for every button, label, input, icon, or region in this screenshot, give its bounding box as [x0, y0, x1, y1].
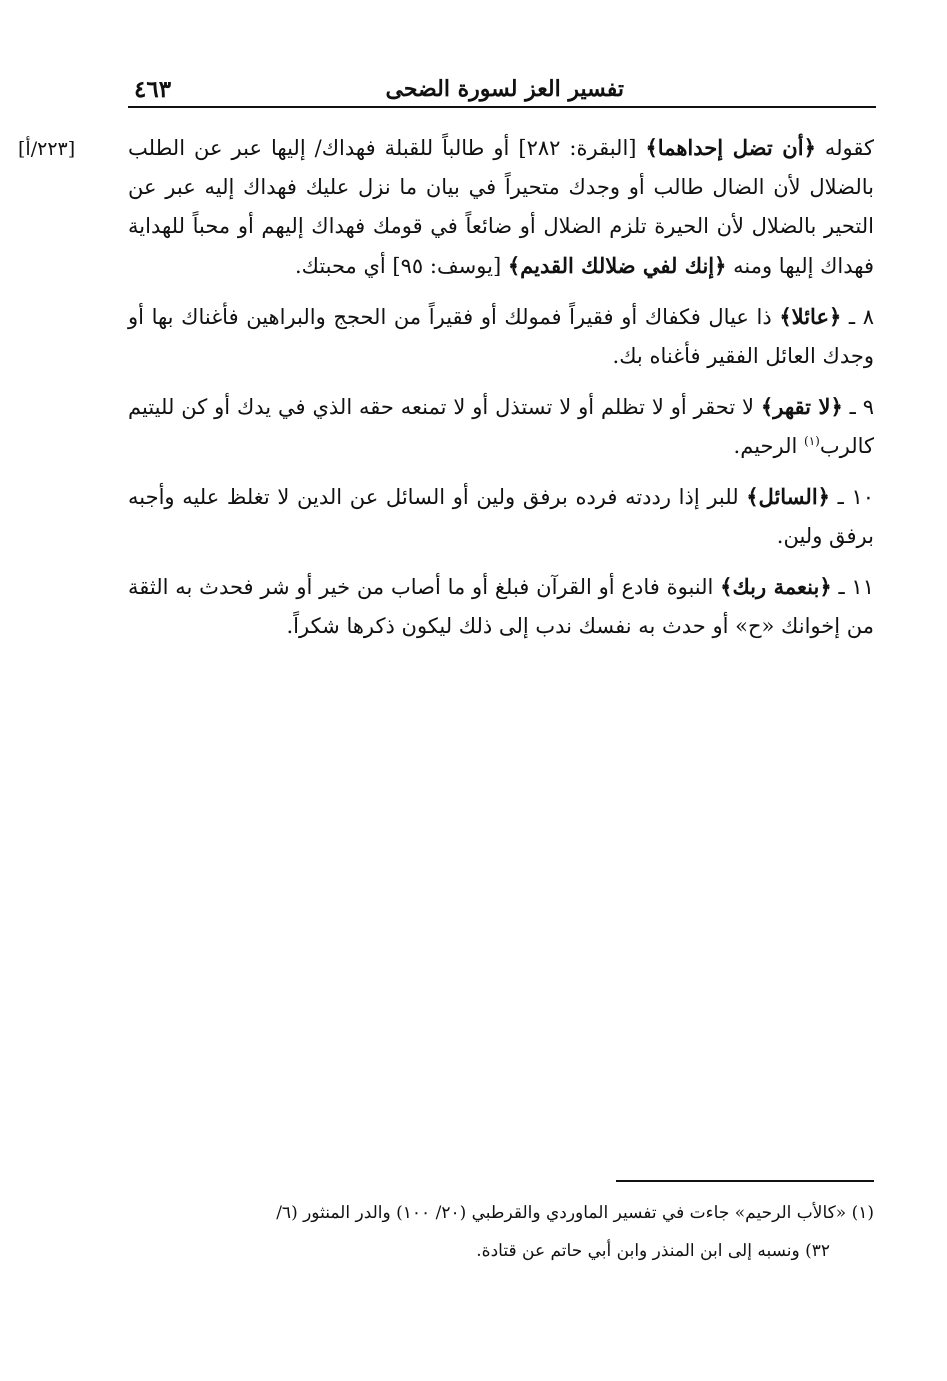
footnotes	[128, 1194, 874, 1270]
text-run: للبر إذا رددته فرده برفق ولين أو السائل عن الدين لا تغلظ عليه وأجبه برفق ولين.	[128, 485, 874, 548]
footnote-separator	[616, 1180, 874, 1182]
text-run: [البقرة: ٢٨٢] أو طالباً للقبلة فهداك/ إليها عبر عن الطلب بالضلال لأن الضال طالب أو وجدك متحيراً في بيان ما نزل عليك فهداك إليه عبر عن التحير بالضلال لأن الحيرة تلزم الضلال أو ضائعاً في قومك فهداك إليهم أو محباً للهداية فهداك إليها ومنه	[128, 136, 874, 278]
paragraph-verse-8	[128, 297, 874, 376]
verse-number: ١٠ ـ	[829, 485, 874, 509]
quran-quote: ﴿بنعمة ربك﴾	[720, 574, 832, 599]
verse-number: ١١ ـ	[831, 575, 874, 599]
quran-quote: ﴿عائلا﴾	[779, 304, 842, 329]
verse-number: ٨ ـ	[841, 305, 874, 329]
quran-quote: ﴿أن تضل إحداهما﴾	[645, 135, 816, 160]
quran-quote: ﴿لا تقهر﴾	[760, 394, 843, 419]
paragraph-verse-11	[128, 567, 874, 646]
verse-number: ٩ ـ	[842, 395, 874, 419]
paragraph-verse-10	[128, 477, 874, 556]
footnote-1-line-1: (١) «كالأب الرحيم» جاءت في تفسير الماوردي والقرطبي (٢٠/ ١٠٠) والدر المنثور (٦/	[276, 1203, 874, 1223]
paragraph-verse-9	[128, 387, 874, 466]
manuscript-folio-marker: [٢٢٣/أ]	[18, 138, 76, 160]
header-title: تفسير العز لسورة الضحى	[385, 76, 624, 102]
text-run: كقوله	[815, 136, 875, 160]
footnote-reference[interactable]: (١)	[804, 434, 820, 448]
quran-quote: ﴿السائل﴾	[746, 484, 830, 509]
page-number: ٤٦٣	[134, 76, 172, 103]
text-run: الرحيم.	[733, 434, 805, 458]
quran-quote: ﴿إنك لفي ضلالك القديم﴾	[507, 253, 727, 278]
footnote-1-line-2: ٣٢) ونسبه إلى ابن المنذر وابن أبي حاتم عن قتادة.	[476, 1241, 830, 1261]
main-text	[128, 128, 874, 657]
text-run: لا تحقر أو لا تظلم أو لا تستذل أو لا تمنعه حقه الذي في يدك أو كن لليتيم كالرب	[128, 395, 874, 458]
header-rule	[128, 106, 876, 108]
paragraph-intro	[128, 128, 874, 286]
text-run: ذا عيال فكفاك أو فقيراً فمولك أو فقيراً من الحجج والبراهين فأغناك بها أو وجدك العائل الفقير فأغناه بك.	[128, 305, 874, 368]
text-run: النبوة فادع أو القرآن فبلغ أو ما أصاب من خير أو شر فحدث به الثقة من إخوانك «ح» أو حدث به نفسك ندب إلى ذلك ليكون ذكرها شكراً.	[128, 575, 874, 638]
text-run: [يوسف: ٩٥] أي محبتك.	[294, 254, 508, 278]
